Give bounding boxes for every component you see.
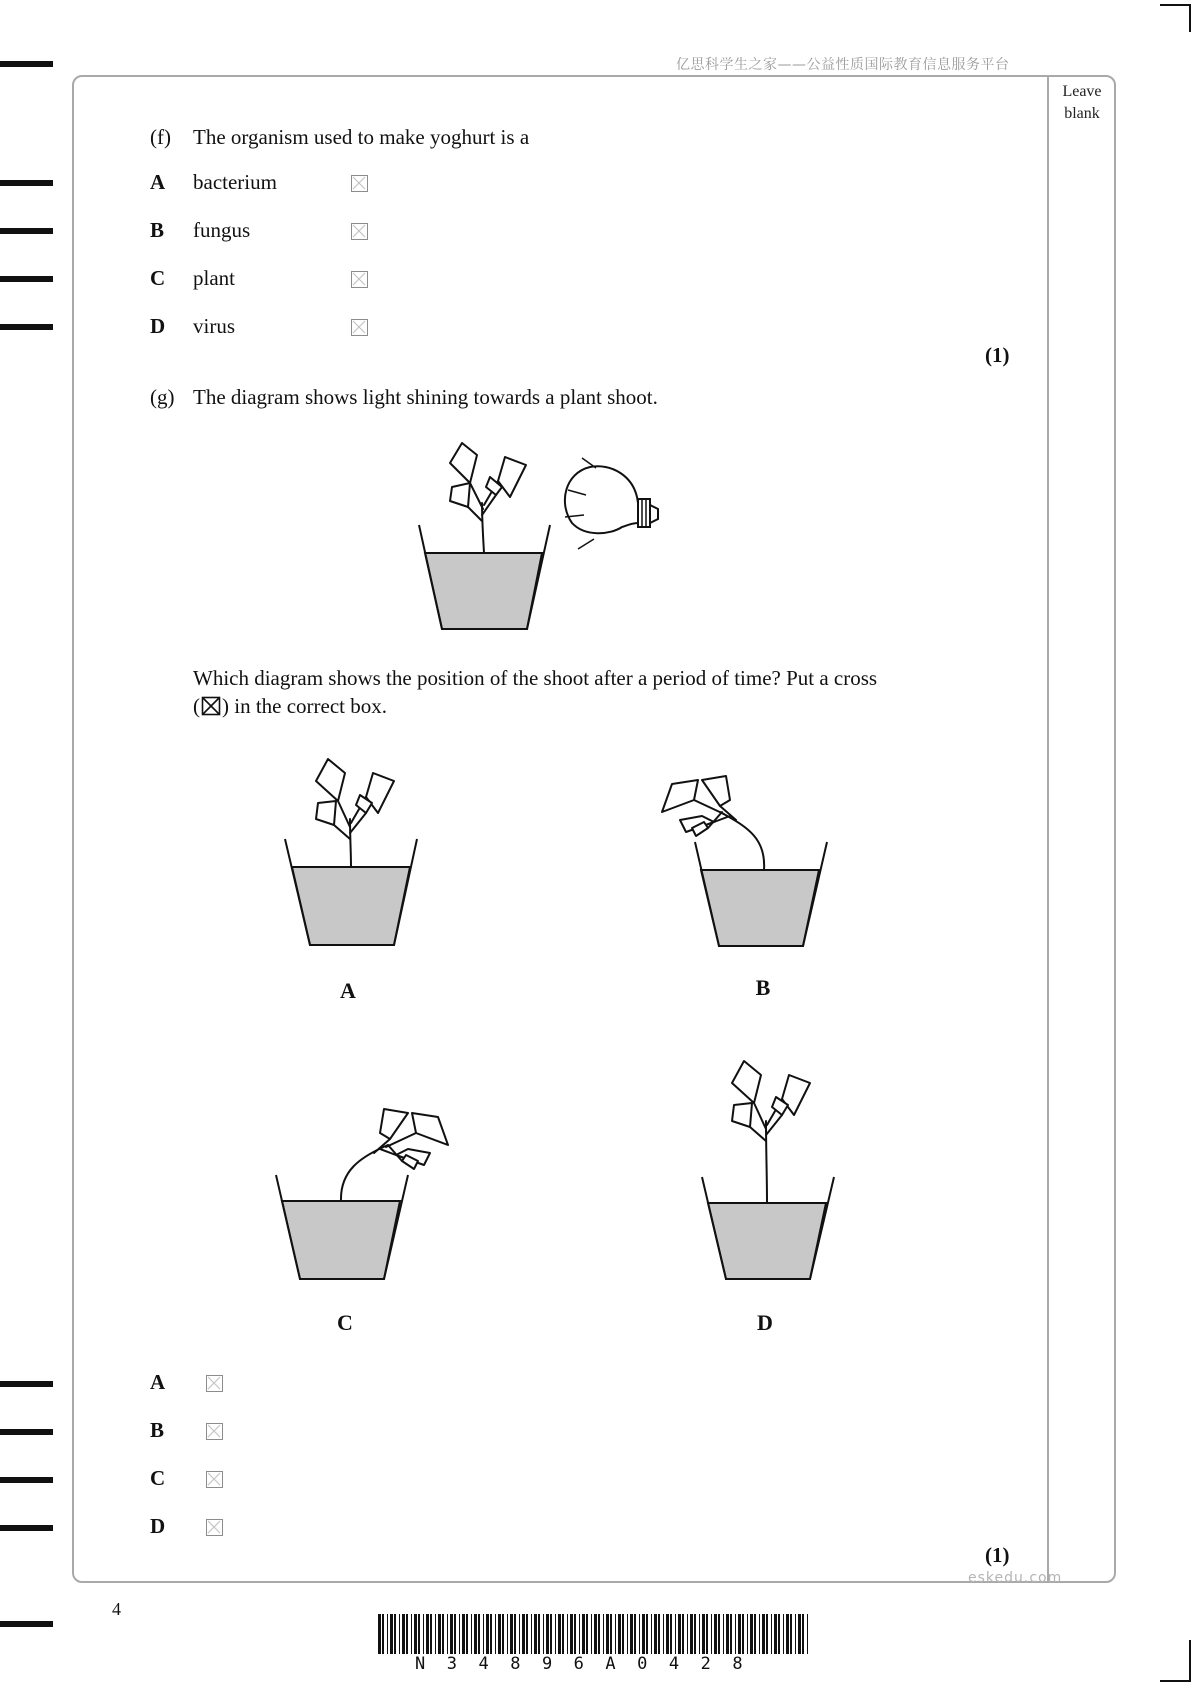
question-f-label: (f) (150, 125, 171, 149)
diagram-c-label: C (337, 1310, 353, 1335)
question-g-text: The diagram shows light shining towards a plant shoot. (193, 385, 658, 409)
barcode-bar (526, 1614, 528, 1654)
margin-tick (0, 228, 53, 234)
option-f-d-text: virus (193, 314, 235, 338)
barcode-bar (654, 1614, 657, 1654)
crop-mark-top (1160, 4, 1191, 6)
barcode-bar (735, 1614, 736, 1654)
barcode-bar (538, 1614, 540, 1654)
barcode-bar (666, 1614, 669, 1654)
barcode-bar (498, 1614, 501, 1654)
question-g-marks: (1) (985, 1543, 1010, 1567)
barcode-bar (682, 1614, 684, 1654)
cross-icon (207, 1376, 221, 1390)
barcode-bar (454, 1614, 456, 1654)
barcode-bar (438, 1614, 441, 1654)
leave-blank-divider (1047, 75, 1049, 1583)
barcode-bar (447, 1614, 448, 1654)
barcode-bar (411, 1614, 412, 1654)
margin-tick (0, 276, 53, 282)
header-site-text: 亿思科学生之家——公益性质国际教育信息服务平台 (676, 57, 1010, 73)
barcode-bar (622, 1614, 624, 1654)
checkbox-f-a[interactable] (351, 175, 368, 192)
barcode-bar (783, 1614, 784, 1654)
barcode-bar (514, 1614, 516, 1654)
watermark-text: eskedu.com (968, 1570, 1063, 1586)
margin-tick (0, 1525, 53, 1531)
barcode-bar (402, 1614, 405, 1654)
diagram-a (280, 755, 430, 955)
barcode-bar (478, 1614, 480, 1654)
barcode-bar (531, 1614, 532, 1654)
checkbox-f-c[interactable] (351, 271, 368, 288)
barcode-bar (555, 1614, 556, 1654)
barcode-bar (687, 1614, 688, 1654)
barcode-bar (754, 1614, 756, 1654)
cross-icon (207, 1520, 221, 1534)
option-f-a-letter: A (150, 170, 166, 194)
barcode-bar (678, 1614, 681, 1654)
diagram-c (270, 1105, 460, 1290)
question-f-marks: (1) (985, 343, 1010, 367)
barcode-bar (802, 1614, 804, 1654)
barcode (378, 1614, 810, 1654)
margin-tick (0, 1621, 53, 1627)
barcode-bar (795, 1614, 796, 1654)
page-number: 4 (112, 1599, 121, 1619)
barcode-bar (747, 1614, 748, 1654)
barcode-bar (418, 1614, 420, 1654)
barcode-bar (706, 1614, 708, 1654)
plant-pot (419, 525, 550, 629)
option-f-d-letter: D (150, 314, 166, 338)
barcode-bar (522, 1614, 525, 1654)
barcode-bar (610, 1614, 612, 1654)
question-f-text: The organism used to make yoghurt is a (193, 125, 530, 149)
margin-tick (0, 324, 53, 330)
crossed-box-icon (201, 696, 221, 716)
barcode-bar (663, 1614, 664, 1654)
diagram-d-label: D (757, 1310, 773, 1335)
plant-shoot (450, 443, 526, 553)
option-f-c-letter: C (150, 266, 166, 290)
barcode-bar (790, 1614, 792, 1654)
barcode-bar (502, 1614, 504, 1654)
barcode-bar (646, 1614, 648, 1654)
barcode-bar (562, 1614, 564, 1654)
crop-mark-bottom (1160, 1680, 1191, 1682)
barcode-bar (627, 1614, 628, 1654)
cross-icon (352, 272, 366, 286)
barcode-bar (711, 1614, 712, 1654)
barcode-bar (807, 1614, 808, 1654)
diagram-a-label: A (340, 978, 356, 1003)
page-frame (72, 75, 1116, 1583)
margin-tick (0, 180, 53, 186)
diagram-d (695, 1055, 845, 1285)
barcode-bar (798, 1614, 801, 1654)
barcode-bar (750, 1614, 753, 1654)
diagram-b (650, 770, 840, 955)
barcode-bar (603, 1614, 604, 1654)
barcode-bar (406, 1614, 408, 1654)
barcode-bar (762, 1614, 765, 1654)
barcode-bar (450, 1614, 453, 1654)
barcode-bar (459, 1614, 460, 1654)
diagram-b-label: B (755, 975, 771, 1000)
barcode-bar (387, 1614, 388, 1654)
checkbox-g-a[interactable] (206, 1375, 223, 1392)
barcode-bar (574, 1614, 576, 1654)
barcode-bar (658, 1614, 660, 1654)
barcode-bar (378, 1614, 381, 1654)
barcode-bar (778, 1614, 780, 1654)
barcode-bar (546, 1614, 549, 1654)
instruction-open-paren: ( (193, 694, 200, 718)
barcode-bar (507, 1614, 508, 1654)
barcode-bar (738, 1614, 741, 1654)
checkbox-g-c[interactable] (206, 1471, 223, 1488)
barcode-bar (550, 1614, 552, 1654)
light-bulb-icon (565, 458, 658, 549)
barcode-bar (382, 1614, 384, 1654)
margin-tick (0, 1477, 53, 1483)
barcode-bar (591, 1614, 592, 1654)
barcode-bar (579, 1614, 580, 1654)
barcode-bar (510, 1614, 513, 1654)
barcode-bar (598, 1614, 600, 1654)
barcode-bar (670, 1614, 672, 1654)
cross-icon (207, 1424, 221, 1438)
checkbox-f-b[interactable] (351, 223, 368, 240)
checkbox-g-b[interactable] (206, 1423, 223, 1440)
barcode-bar (490, 1614, 492, 1654)
barcode-bar (639, 1614, 640, 1654)
leave-blank-label: Leave blank (1062, 83, 1102, 122)
barcode-bar (558, 1614, 561, 1654)
barcode-bar (774, 1614, 777, 1654)
option-g-a-letter: A (150, 1370, 166, 1394)
barcode-bar (570, 1614, 573, 1654)
barcode-bar (618, 1614, 621, 1654)
instruction-line-2-text: ) in the correct box. (222, 694, 388, 718)
cross-icon (352, 176, 366, 190)
barcode-bar (543, 1614, 544, 1654)
option-g-b-letter: B (150, 1418, 165, 1442)
barcode-bar (582, 1614, 585, 1654)
barcode-bar (651, 1614, 652, 1654)
margin-tick (0, 1429, 53, 1435)
barcode-bar (471, 1614, 472, 1654)
barcode-bar (483, 1614, 484, 1654)
checkbox-f-d[interactable] (351, 319, 368, 336)
barcode-bar (694, 1614, 696, 1654)
barcode-bar (423, 1614, 424, 1654)
barcode-bar (534, 1614, 537, 1654)
barcode-bar (567, 1614, 568, 1654)
barcode-bar (435, 1614, 436, 1654)
barcode-bar (474, 1614, 477, 1654)
barcode-bar (495, 1614, 496, 1654)
barcode-bar (390, 1614, 393, 1654)
instruction-line-1: Which diagram shows the position of the shoot after a period of time? Put a cross (193, 666, 878, 690)
option-f-b-text: fungus (193, 218, 251, 242)
barcode-bar (730, 1614, 732, 1654)
barcode-bar (442, 1614, 444, 1654)
barcode-bar (634, 1614, 636, 1654)
barcode-bar (430, 1614, 432, 1654)
instruction-line-2 (193, 692, 1013, 720)
barcode-bar (486, 1614, 489, 1654)
barcode-bar (426, 1614, 429, 1654)
barcode-bar (723, 1614, 724, 1654)
checkbox-g-d[interactable] (206, 1519, 223, 1536)
option-g-c-letter: C (150, 1466, 166, 1490)
option-g-d-letter: D (150, 1514, 166, 1538)
barcode-bar (726, 1614, 729, 1654)
barcode-bar (606, 1614, 609, 1654)
barcode-bar (586, 1614, 588, 1654)
option-f-b-letter: B (150, 218, 165, 242)
question-g-instruction (193, 664, 1013, 720)
barcode-bar (675, 1614, 676, 1654)
barcode-bar (771, 1614, 772, 1654)
barcode-bar (462, 1614, 465, 1654)
barcode-bar (718, 1614, 720, 1654)
barcode-bar (699, 1614, 700, 1654)
barcode-bar (714, 1614, 717, 1654)
barcode-bar (414, 1614, 417, 1654)
barcode-bar (786, 1614, 789, 1654)
question-g-label: (g) (150, 385, 175, 409)
plant-and-light-diagram (410, 435, 720, 635)
barcode-bar (466, 1614, 468, 1654)
barcode-bar (615, 1614, 616, 1654)
barcode-text: N34896A0428 (415, 1654, 765, 1674)
barcode-bar (399, 1614, 400, 1654)
option-f-a-text: bacterium (193, 170, 277, 194)
barcode-bar (766, 1614, 768, 1654)
barcode-bar (759, 1614, 760, 1654)
barcode-bar (642, 1614, 645, 1654)
barcode-bar (742, 1614, 744, 1654)
barcode-bar (702, 1614, 705, 1654)
barcode-bar (630, 1614, 633, 1654)
margin-tick (0, 61, 53, 67)
option-f-c-text: plant (193, 266, 235, 290)
margin-tick (0, 1381, 53, 1387)
cross-icon (352, 320, 366, 334)
barcode-bar (594, 1614, 597, 1654)
cross-icon (207, 1472, 221, 1486)
barcode-bar (519, 1614, 520, 1654)
barcode-bar (690, 1614, 693, 1654)
cross-icon (352, 224, 366, 238)
barcode-bar (394, 1614, 396, 1654)
